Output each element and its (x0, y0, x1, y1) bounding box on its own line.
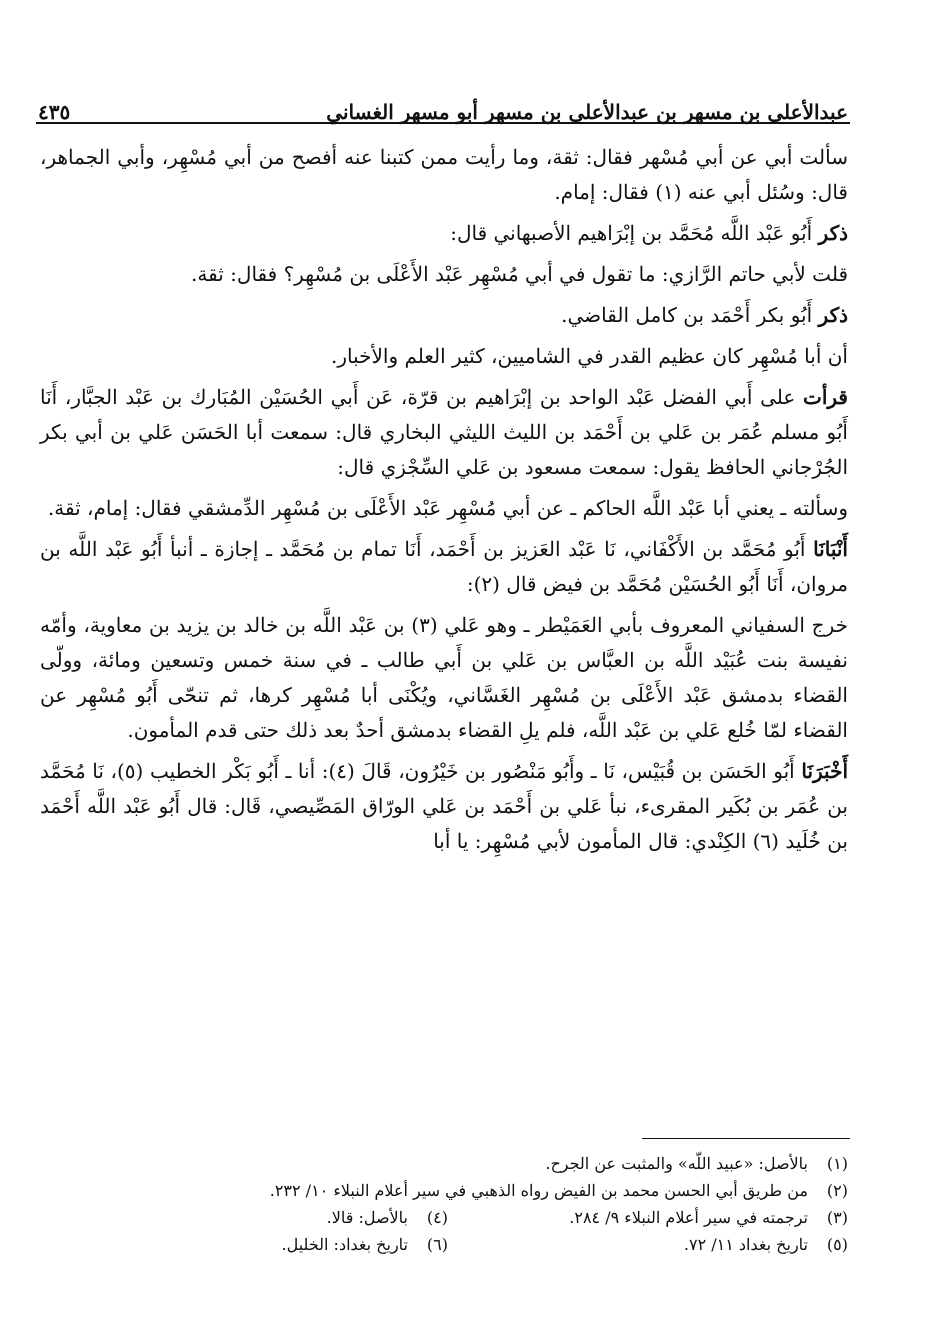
header-rule (36, 122, 850, 124)
footnote-6: (٦) تاريخ بغداد: الخليل. (281, 1235, 448, 1254)
footnote-row (40, 1204, 848, 1231)
main-text (40, 140, 848, 865)
footnote-2: (٢) من طريق أبي الحسن محمد بن الفيض رواه الذهبي في سير أعلام النبلاء ١٠/ ٢٣٢. (269, 1181, 848, 1200)
page-number: ٤٣٥ (38, 100, 71, 124)
footnote-3: (٣) ترجمته في سير أعلام النبلاء ٩/ ٢٨٤. (569, 1208, 848, 1227)
paragraph: أَنْبَانَا أَبُو مُحَمَّد بن الأَكْفَاني، نَا عَبْد العَزيز بن أَحْمَد، أَنَا تمام بن مُحَمَّد ـ إجازة ـ أنبأ أَبُو عَبْد اللَّه بن مروان، أَنَا أَبُو الحُسَيْن مُحَمَّد بن فيض قال (٢): (40, 537, 848, 596)
paragraph: سألت أبي عن أبي مُسْهر فقال: ثقة، وما رأيت ممن كتبنا عنه أفصح من أبي مُسْهِر، وأبي الجماهر، قال: وسُئل أبي عنه (١) فقال: إمام. (40, 145, 848, 204)
footnote-row (40, 1177, 848, 1204)
paragraph: خرج السفياني المعروف بأبي العَمَيْطر ـ وهو عَلي (٣) بن عَبْد اللَّه بن خالد بن يزيد بن معاوية، وأمّه نفيسة بنت عُبَيْد اللَّه بن العبَّاس بن عَلي بن أَبي طالب ـ في سنة خمس وتسعين ومائة، وولّى القضاء بدمشق عَبْد الأَعْلَى بن مُسْهِر الغَسَّاني، ويُكْنَى أبا مُسْهِر كرها، ثم تنحّى أَبُو مُسْهِر عن القضاء لمّا خُلع عَلي بن عَبْد اللَّه، فلم يلِ القضاء بدمشق أحدٌ بعد ذلك حتى قدم المأمون. (40, 613, 848, 742)
paragraph: ذكر أَبُو بكر أَحْمَد بن كامل القاضي. (561, 303, 848, 327)
footnote-4: (٤) بالأصل: قالا. (326, 1208, 448, 1227)
paragraph: أَخْبَرَنَا أَبُو الحَسَن بن قُبَيْس، نَا ـ وأَبُو مَنْصُور بن خَيْرُون، قَالَ (٤): أنا ـ أَبُو بَكْر الخطيب (٥)، نَا مُحَمَّد بن عُمَر بن بُكَير المقرىء، نبأ عَلي بن أَحْمَد بن عَلي الورّاق المَصِّيصي، قَال: قال أَبُو عَبْد اللَّه أَحْمَد بن خُلَيد (٦) الكِنْدي: قال المأمون لأبي مُسْهِر: يا أبا (40, 759, 848, 853)
footnote-rule (642, 1138, 850, 1139)
footnote-5: (٥) تاريخ بغداد ١١/ ٧٢. (683, 1235, 848, 1254)
paragraph: قرأت على أَبي الفضل عَبْد الواحد بن إبْرَاهيم بن قرّة، عَن أَبي الحُسَيْن المُبَارك بن عَبْد الجبَّار، أَنَا أَبُو مسلم عُمَر بن عَلي بن أَحْمَد بن الليث الليثي البخاري قال: سمعت أبا الحَسَن عَلي بن أبي بكر الجُرْجاني الحافظ يقول: سمعت مسعود بن عَلي السِّجْزي قال: (40, 385, 848, 479)
footnote-1: (١) بالأصل: «عبيد اللّه» والمثبت عن الجرح. (545, 1154, 848, 1173)
paragraph: قلت لأبي حاتم الرَّازي: ما تقول في أبي مُسْهِر عَبْد الأَعْلَى بن مُسْهِر؟ فقال: ثقة. (191, 262, 848, 286)
footnotes (40, 1150, 848, 1258)
paragraph: وسألته ـ يعني أبا عَبْد اللَّه الحاكم ـ عن أبي مُسْهِر عَبْد الأَعْلَى بن مُسْهِر الدِّمشقي فقال: إمام، ثقة. (47, 496, 848, 520)
paragraph: أن أبا مُسْهِر كان عظيم القدر في الشاميين، كثير العلم والأخبار. (330, 344, 848, 368)
page-header (38, 80, 848, 124)
running-title: عبدالأعلى بن مسهر بن عبدالأعلى بن مسهر أبو مسهر الغساني (326, 100, 848, 124)
paragraph: ذكر أَبُو عَبْد اللَّه مُحَمَّد بن إبْرَاهيم الأصبهاني قال: (450, 221, 848, 245)
footnote-row (40, 1231, 848, 1258)
footnote-row (40, 1150, 848, 1177)
